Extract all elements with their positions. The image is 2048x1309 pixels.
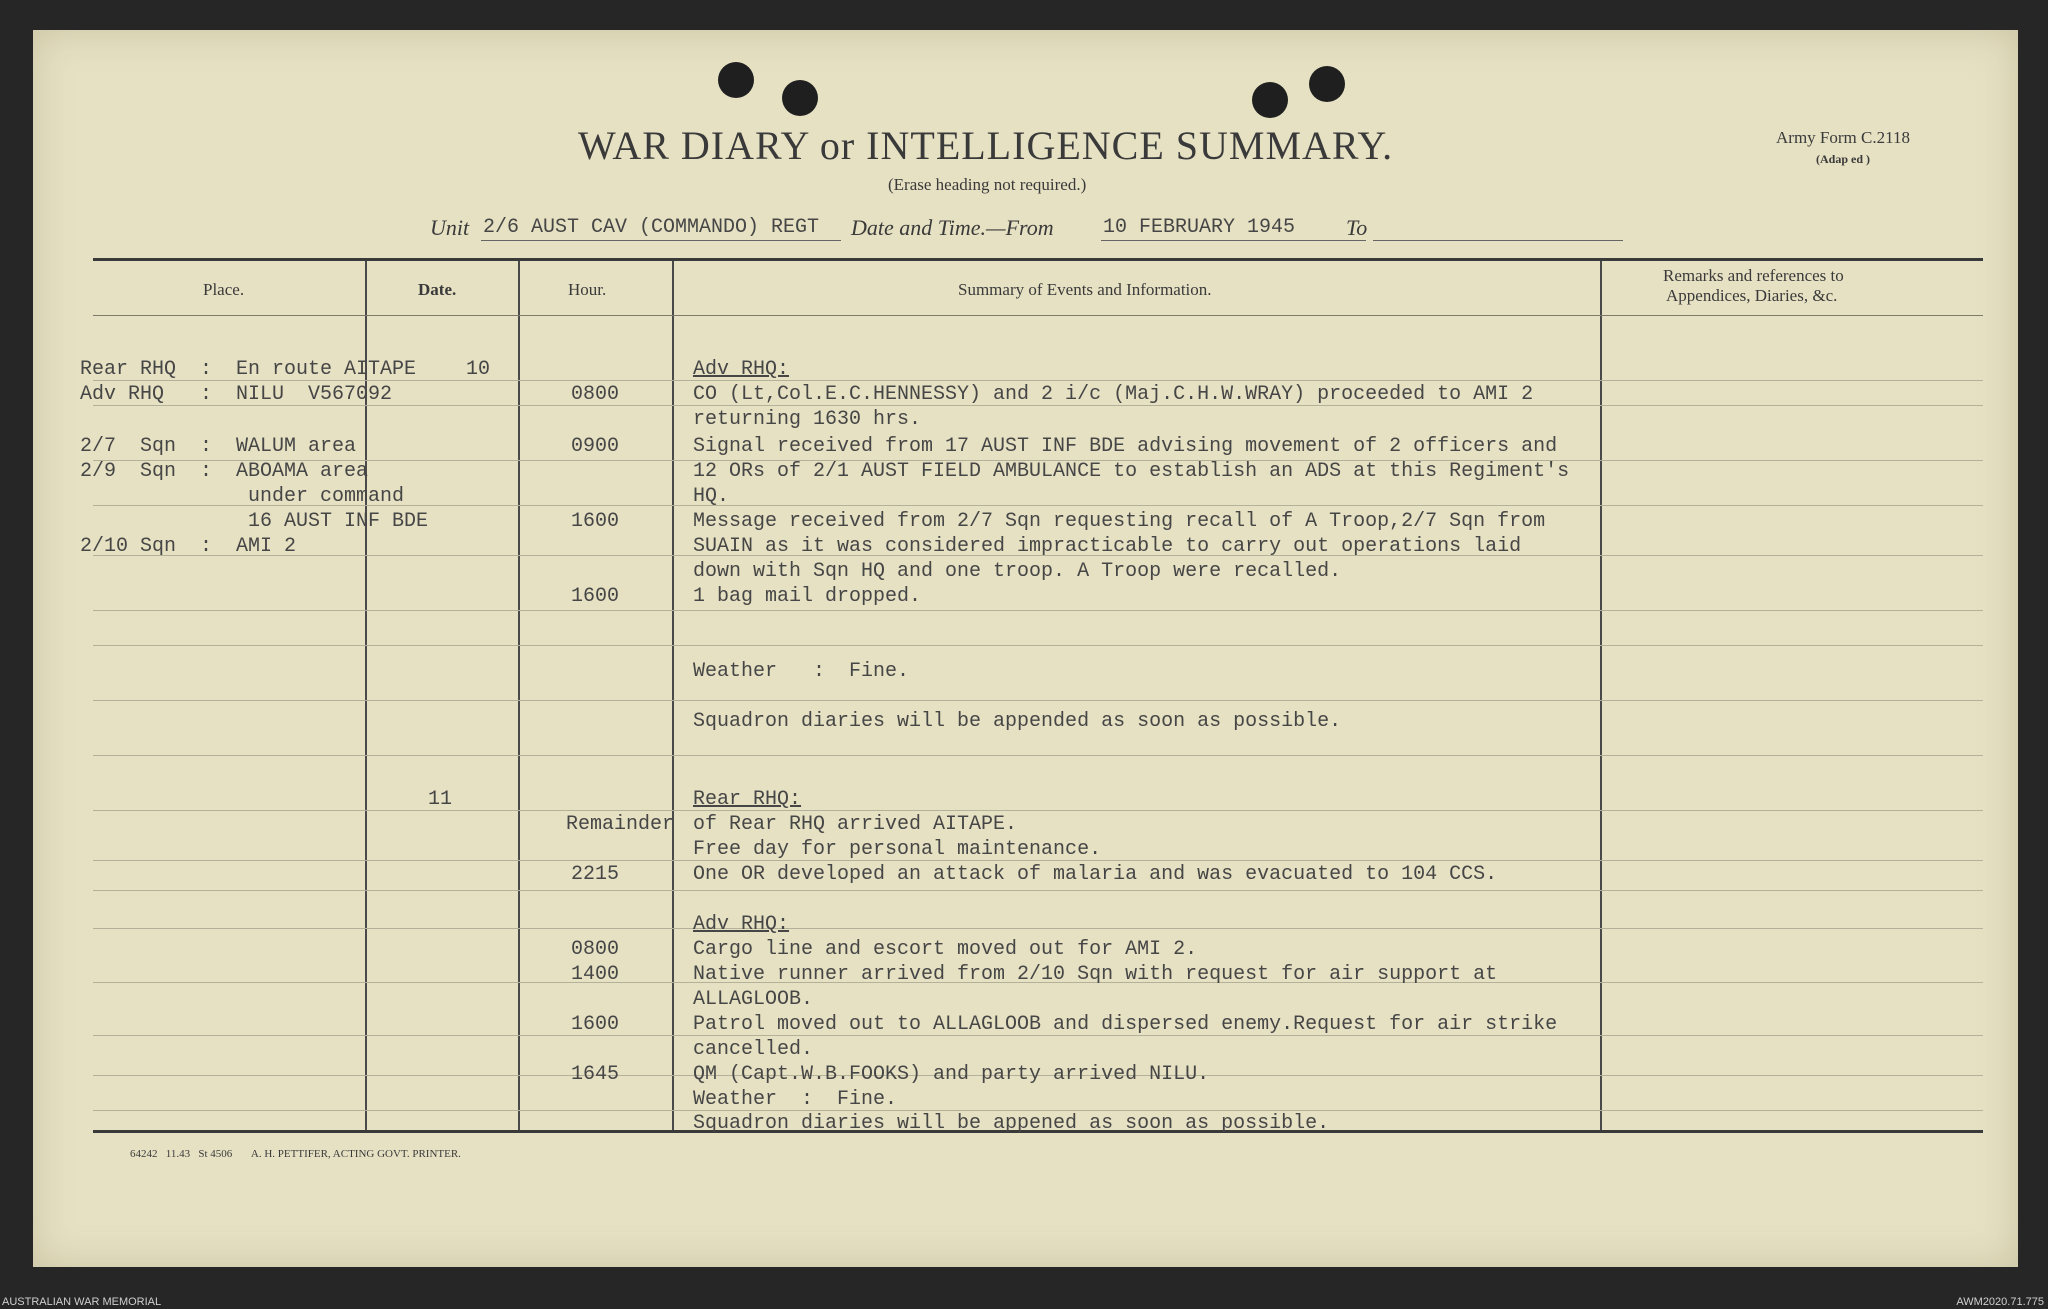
ruled-line [93,700,1983,701]
summary-line: cancelled. [693,1038,814,1061]
column-header-date: Date. [418,280,457,299]
hour-entry: 1600 [571,585,620,608]
summary-line: Native runner arrived from 2/10 Sqn with request for air support at [693,963,1498,986]
diary-sheet [33,30,2018,1267]
unit-value: 2/6 AUST CAV (COMMANDO) REGT [483,216,820,239]
ruled-line [93,610,1983,611]
summary-line: returning 1630 hrs. [693,408,922,431]
summary-line: Cargo line and escort moved out for AMI 2. [693,938,1198,961]
summary-line: of Rear RHQ arrived AITAPE. [693,813,1018,836]
hour-entry: 0800 [571,383,620,406]
column-header-place: Place. [203,280,245,299]
summary-line: ALLAGLOOB. [693,988,814,1011]
ruled-line [93,890,1983,891]
place-entry: 16 AUST INF BDE [80,510,429,533]
ruled-line [93,810,1983,811]
hour-entry: Remainder [566,813,675,836]
place-entry: Rear RHQ : En route AITAPE [80,358,417,381]
page-title: WAR DIARY or INTELLIGENCE SUMMARY. [578,123,1394,168]
summary-line: CO (Lt,Col.E.C.HENNESSY) and 2 i/c (Maj.C.H.W.WRAY) proceeded to AMI 2 [693,383,1534,406]
ruled-line [93,755,1983,756]
unit-label: Unit [430,215,470,240]
ruled-line [93,1110,1983,1111]
archive-reference: AWM2020.71.775 [1956,1296,2044,1308]
date-label: Date and Time.—From [851,215,1054,240]
hour-entry: 0800 [571,938,620,961]
date-entry: 10 [466,358,491,381]
header-rule [93,315,1983,316]
place-entry: 2/10 Sqn : AMI 2 [80,535,297,558]
table-top-rule [93,258,1983,261]
date-value: 10 FEBRUARY 1945 [1103,216,1296,239]
summary-line: One OR developed an attack of malaria and was evacuated to 104 CCS. [693,863,1498,886]
summary-line: Signal received from 17 AUST INF BDE advising movement of 2 officers and [693,435,1558,458]
summary-heading: Rear RHQ: [693,788,802,811]
printer-imprint: 64242 11.43 St 4506 A. H. PETTIFER, ACTING GOVT. PRINTER. [130,1148,461,1160]
place-entry: 2/7 Sqn : WALUM area [80,435,357,458]
summary-line: Squadron diaries will be appended as soon as possible. [693,710,1342,733]
column-divider [672,261,674,1130]
column-divider [1600,261,1602,1130]
date-underline [1101,240,1366,241]
hour-entry: 0900 [571,435,620,458]
column-header-remarks: Appendices, Diaries, &c. [1666,286,1838,305]
place-entry: Adv RHQ : NILU V567092 [80,383,393,406]
punch-hole [1252,82,1288,118]
to-underline [1373,240,1623,241]
summary-line: 1 bag mail dropped. [693,585,922,608]
column-header-summary: Summary of Events and Information. [958,280,1212,299]
hour-entry: 1645 [571,1063,620,1086]
place-entry: 2/9 Sqn : ABOAMA area [80,460,369,483]
summary-line: Weather : Fine. [693,1088,898,1111]
ruled-line [93,645,1983,646]
archive-name: AUSTRALIAN WAR MEMORIAL [2,1296,162,1308]
ruled-line [93,928,1983,929]
summary-line: Message received from 2/7 Sqn requesting recall of A Troop,2/7 Sqn from [693,510,1546,533]
summary-heading: Adv RHQ: [693,358,790,381]
army-form-adapted: (Adap ed ) [1816,152,1871,166]
hour-entry: 1400 [571,963,620,986]
summary-line: Squadron diaries will be appened as soon as possible. [693,1112,1330,1135]
army-form-number: Army Form C.2118 [1776,128,1910,147]
summary-line: Weather : Fine. [693,660,910,683]
hour-entry: 2215 [571,863,620,886]
column-header-hour: Hour. [568,280,607,299]
punch-hole [782,80,818,116]
hour-entry: 1600 [571,1013,620,1036]
place-entry: under command [80,485,405,508]
column-header-remarks: Remarks and references to [1663,266,1844,285]
summary-line: down with Sqn HQ and one troop. A Troop were recalled. [693,560,1342,583]
column-divider [518,261,520,1130]
summary-line: Patrol moved out to ALLAGLOOB and dispersed enemy.Request for air strike [693,1013,1558,1036]
punch-hole [1309,66,1345,102]
summary-line: QM (Capt.W.B.FOOKS) and party arrived NILU. [693,1063,1210,1086]
summary-line: 12 ORs of 2/1 AUST FIELD AMBULANCE to establish an ADS at this Regiment's [693,460,1570,483]
hour-entry: 1600 [571,510,620,533]
date-entry: 11 [428,788,453,811]
summary-heading: Adv RHQ: [693,913,790,936]
summary-line: Free day for personal maintenance. [693,838,1102,861]
summary-line: SUAIN as it was considered impracticable to carry out operations laid [693,535,1522,558]
summary-line: HQ. [693,485,730,508]
unit-underline [481,240,841,241]
to-label: To [1346,215,1368,240]
punch-hole [718,62,754,98]
page-subtitle: (Erase heading not required.) [888,175,1087,194]
